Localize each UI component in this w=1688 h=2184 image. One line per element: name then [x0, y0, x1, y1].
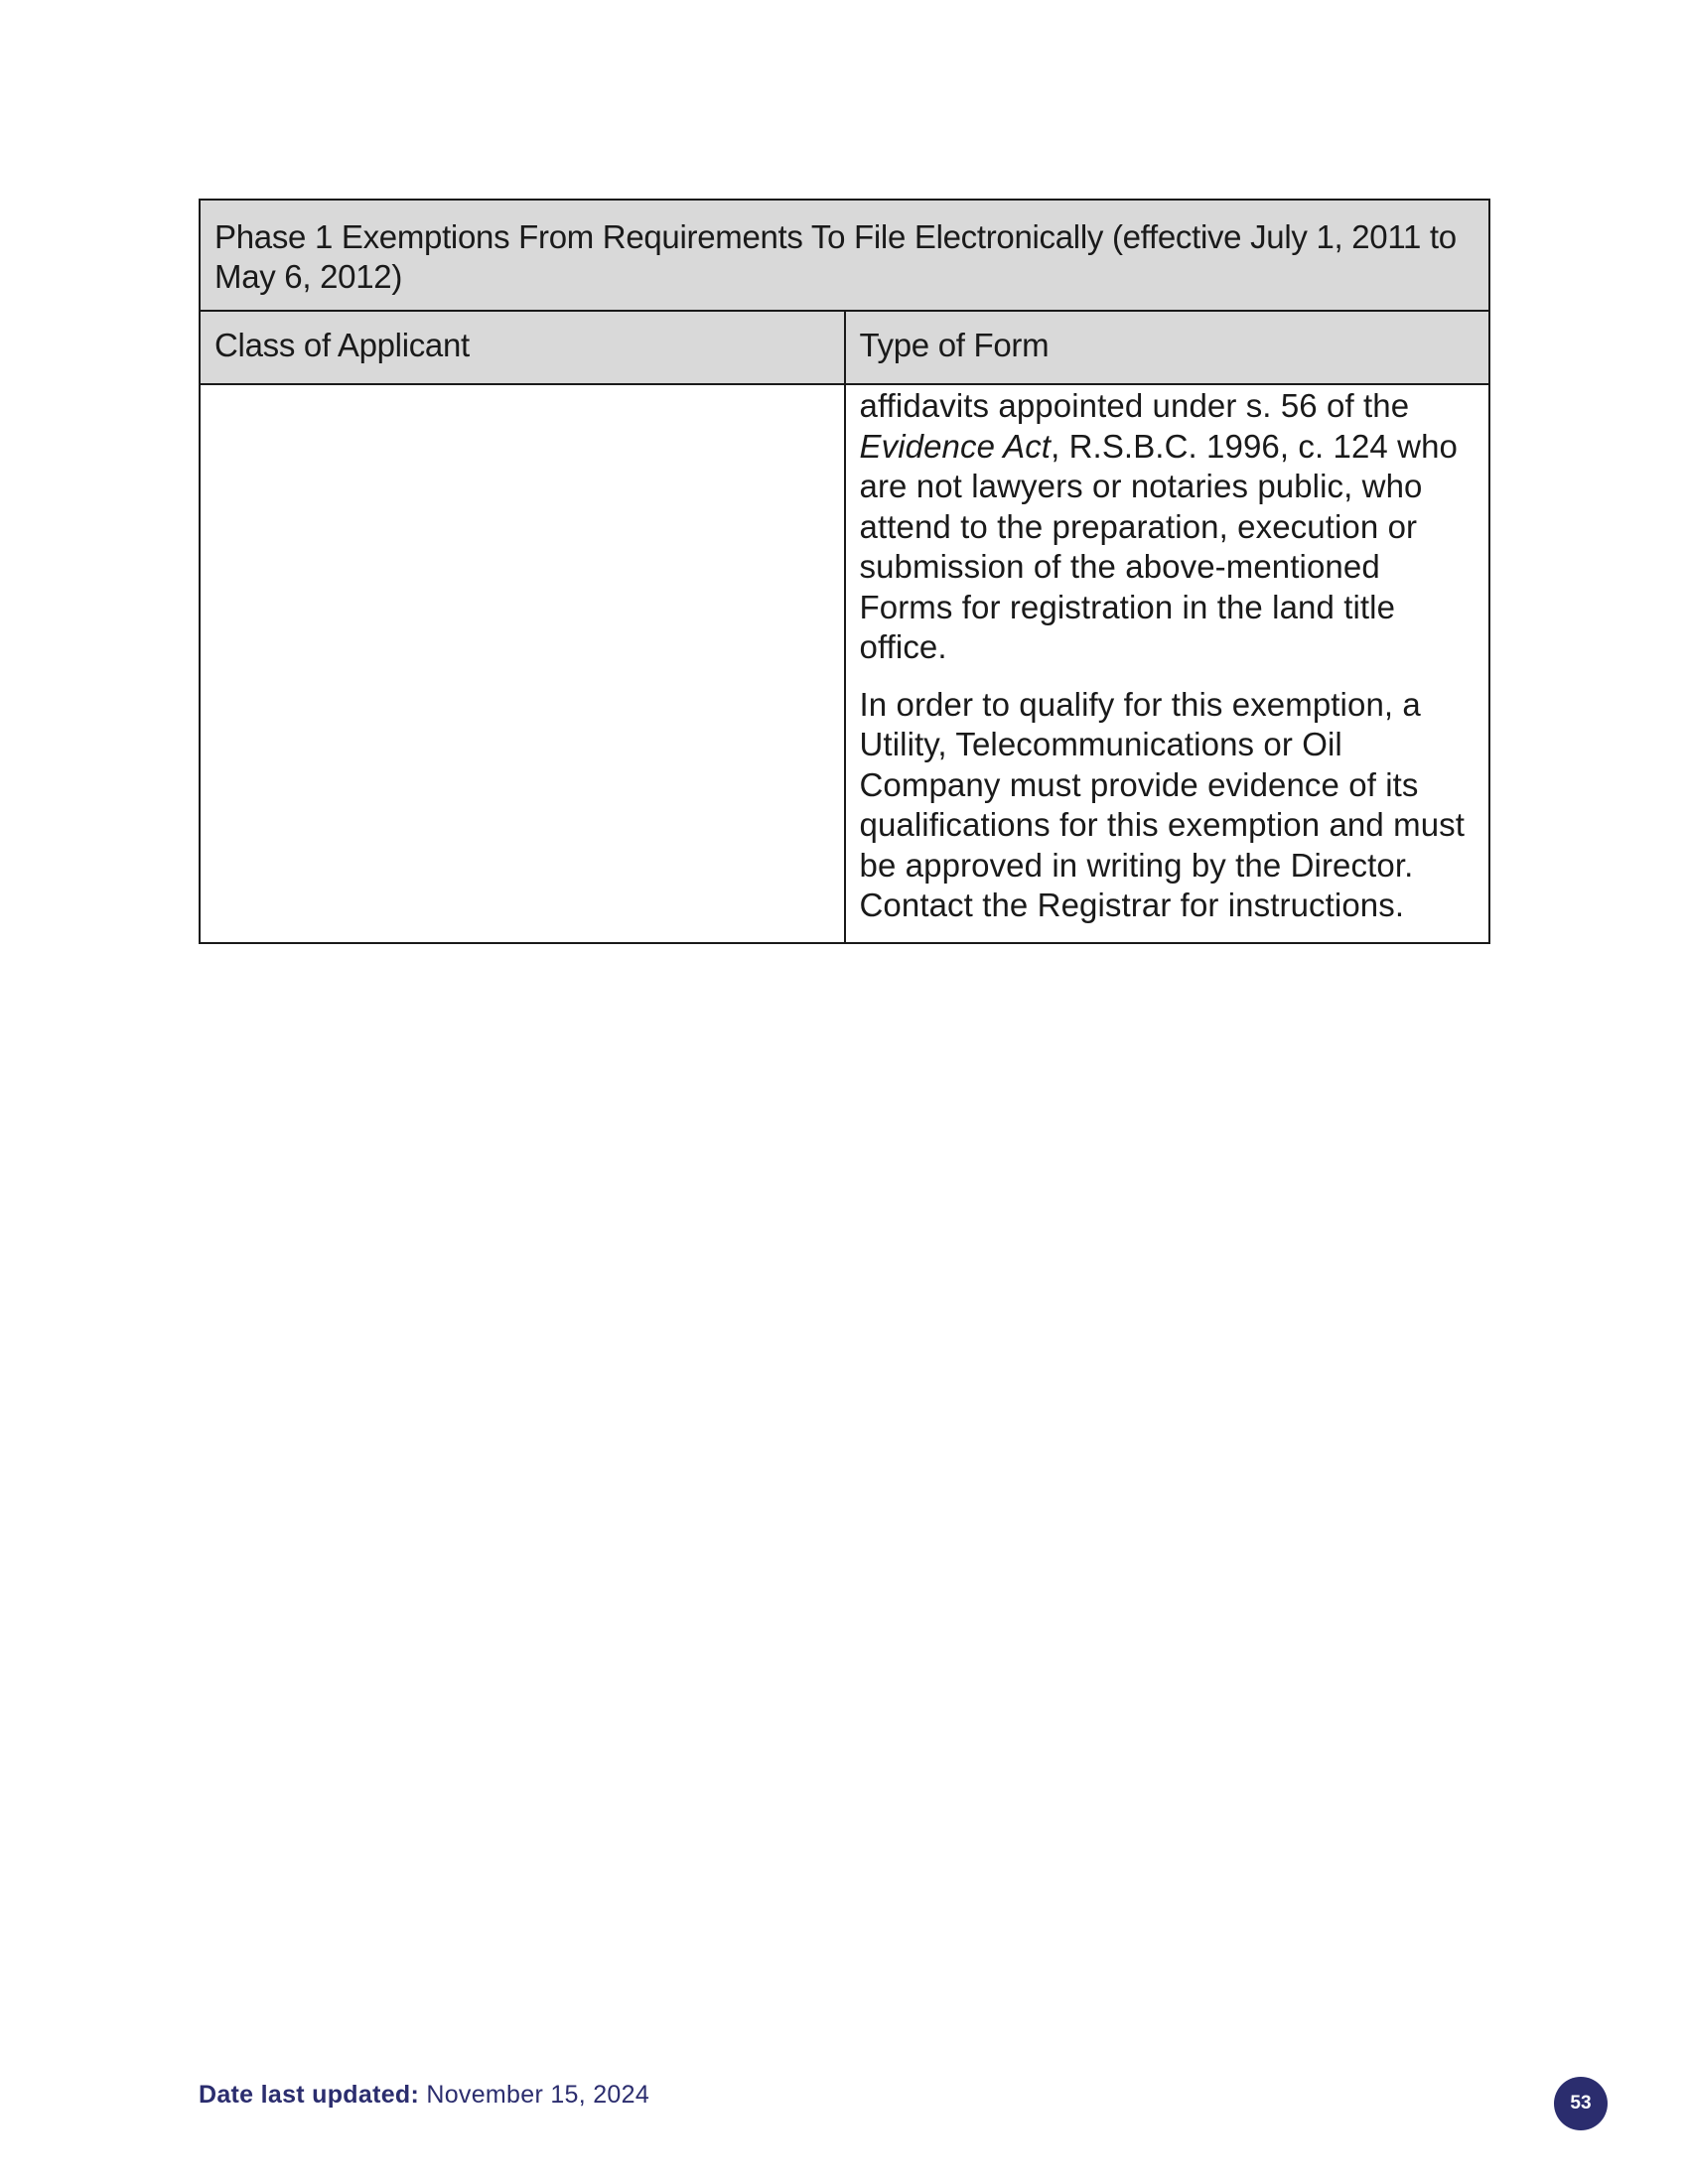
page-number-badge: 53 [1554, 2077, 1608, 2130]
date-label: Date last updated: [199, 2081, 420, 2109]
type-of-form-paragraph-2: In order to qualify for this exemption, a Utility, Telecommunications or Oil Company must provide evidence of its qualifications for this exemption and must be approved in writing by the Director. Contact the Registrar for instructions. [859, 685, 1466, 923]
table-header-row [200, 311, 1489, 384]
table-title: Phase 1 Exemptions From Requirements To File Electronically (effective July 1, 2011 to May 6, 2012) [200, 200, 1489, 311]
type-of-form-paragraph-1 [860, 386, 1476, 668]
cell-type-of-form [845, 384, 1490, 943]
cell-class-of-applicant [200, 384, 845, 943]
page-footer [199, 2081, 649, 2110]
para1-text-end: , R.S.B.C. 1996, c. 124 who are not lawyers or notaries public, who attend to the preparation, execution or submission of the above-mentioned Forms for registration in the land title office. [859, 427, 1458, 665]
date-value: November 15, 2024 [426, 2081, 650, 2109]
table-title-row [200, 200, 1489, 311]
header-class-of-applicant: Class of Applicant [200, 311, 845, 384]
header-type-of-form: Type of Form [845, 311, 1490, 384]
para1-text-start: affidavits appointed under s. 56 of the [859, 387, 1410, 424]
para1-act-name: Evidence Act [859, 427, 1052, 465]
table-row [200, 384, 1489, 943]
exemptions-table [199, 199, 1490, 944]
